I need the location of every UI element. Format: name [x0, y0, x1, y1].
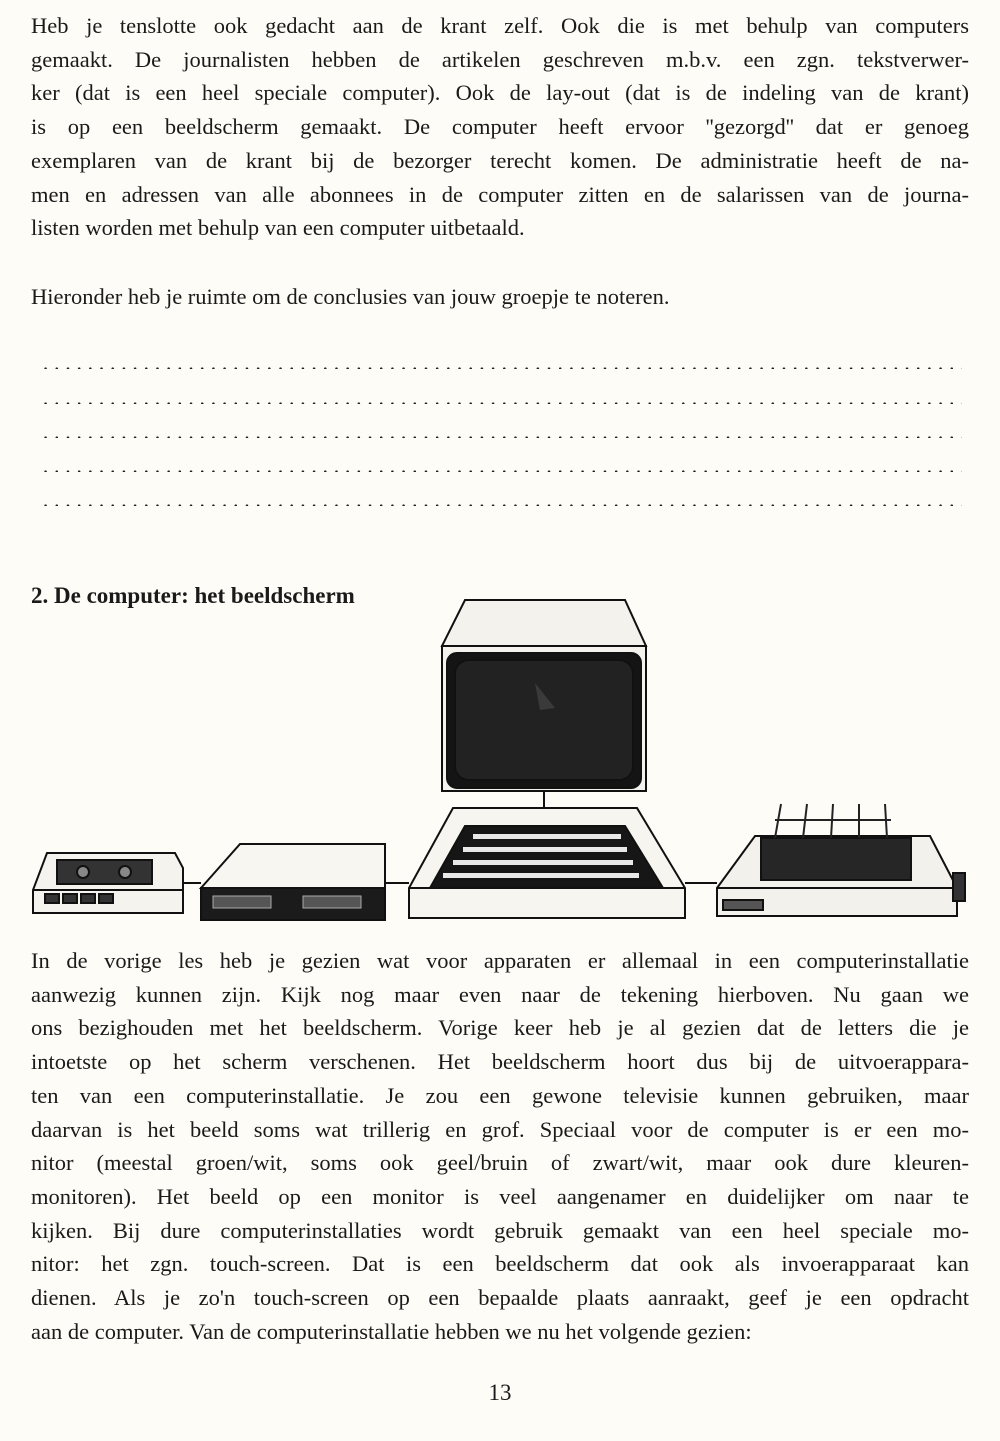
text-line: ons bezighouden met het beeldscherm. Vorige keer heb je al gezien dat de letters die je [31, 1015, 969, 1041]
page-number: 13 [488, 1380, 512, 1405]
text-line: gemaakt. De journalisten hebben de artikelen geschreven m.b.v. een zgn. tekstverwer- [31, 46, 969, 72]
section-heading: 2. De computer: het beeldscherm [31, 583, 355, 608]
monitor-icon [442, 600, 646, 810]
text-line: Heb je tenslotte ook gedacht aan de krant zelf. Ook die is met behulp van computers [31, 13, 969, 38]
instruction-paragraph [31, 280, 969, 314]
dotted-answer-line[interactable] [40, 470, 962, 472]
disk-drive-icon [201, 844, 385, 920]
dotted-answer-line[interactable] [40, 402, 962, 404]
computer-installation-illustration [25, 598, 970, 928]
text-line: men en adressen van alle abonnees in de computer zitten en de salarissen van de journa- [31, 181, 969, 207]
text-line: intoetste op het scherm verschenen. Het beeldscherm hoort dus bij de uitvoerappara- [31, 1049, 969, 1075]
dotted-answer-line[interactable] [40, 504, 962, 506]
keyboard-computer-icon [409, 808, 685, 918]
text-line: dienen. Als je zo'n touch-screen op een bepaalde plaats aanraakt, geef je een opdracht [31, 1285, 969, 1311]
text-line: monitoren). Het beeld op een monitor is veel aangenamer en duidelijker om naar te [31, 1183, 969, 1209]
text-line: ker (dat is een heel speciale computer). Ook de lay-out (dat is de indeling van de krant) [31, 80, 969, 106]
cassette-recorder-icon [33, 853, 183, 913]
text-line: ten van een computerinstallatie. Je zou een gewone televisie kunnen gebruiken, maar [31, 1082, 969, 1108]
intro-paragraph [31, 9, 969, 245]
text-line: kijken. Bij dure computerinstallaties wordt gebruik gemaakt van een heel speciale mo- [31, 1217, 969, 1243]
text-line: listen worden met behulp van een computer uitbetaald. [31, 215, 525, 241]
text-line: exemplaren van de krant bij de bezorger terecht komen. De administratie heeft de na- [31, 147, 969, 173]
text-line: In de vorige les heb je gezien wat voor apparaten er allemaal in een computerinstallatie [31, 948, 969, 973]
printer-icon [717, 804, 965, 916]
dotted-answer-line[interactable] [40, 436, 962, 438]
text-line: nitor (meestal groen/wit, soms ook geel/bruin of zwart/wit, maar ook dure kleuren- [31, 1150, 969, 1176]
dotted-answer-line[interactable] [40, 367, 962, 369]
text-line: is op een beeldscherm gemaakt. De computer heeft ervoor ''gezorgd'' dat er genoeg [31, 114, 969, 140]
text-line: aanwezig kunnen zijn. Kijk nog maar even naar de tekening hierboven. Nu gaan we [31, 981, 969, 1007]
text-line: aan de computer. Van de computerinstallatie hebben we nu het volgende gezien: [31, 1318, 752, 1344]
body-paragraph [31, 944, 969, 1348]
text-line: Hieronder heb je ruimte om de conclusies van jouw groepje te noteren. [31, 284, 670, 309]
text-line: daarvan is het beeld soms wat trillerig en grof. Speciaal voor de computer is er een mo- [31, 1116, 969, 1142]
text-line: nitor: het zgn. touch-screen. Dat is een beeldscherm dat ook als invoerapparaat kan [31, 1251, 969, 1277]
